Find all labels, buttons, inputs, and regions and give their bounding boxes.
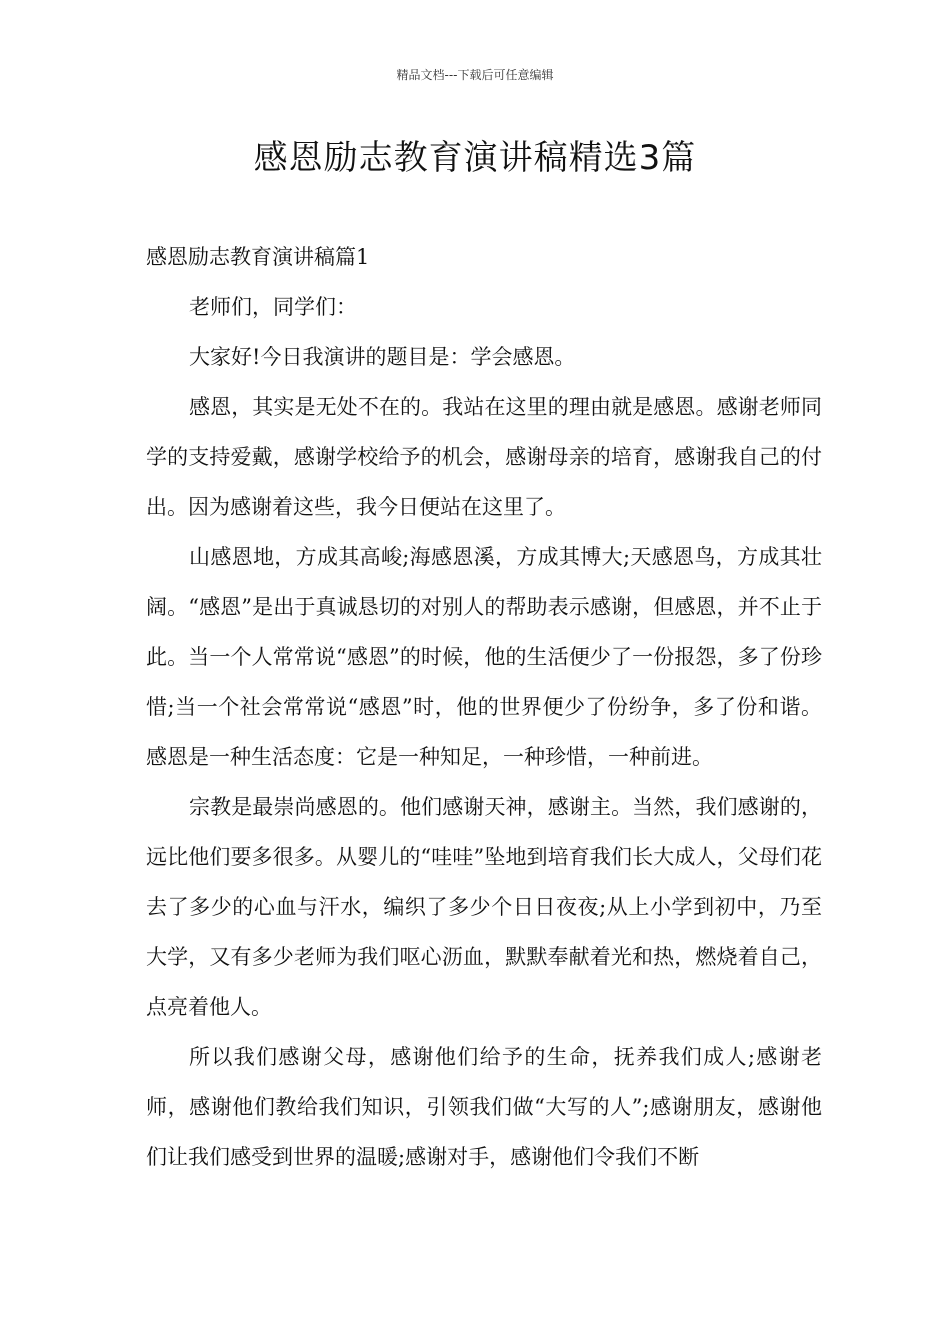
document-title: 感恩励志教育演讲稿精选3篇 bbox=[253, 138, 697, 178]
document-body bbox=[146, 232, 822, 1182]
header-note: 精品文档---下载后可任意编辑 bbox=[396, 68, 554, 82]
paragraph: 所以我们感谢父母，感谢他们给予的生命，抚养我们成人;感谢老师，感谢他们教给我们知识，引领我们做“大写的人”;感谢朋友，感谢他们让我们感受到世界的温暖;感谢对手，感谢他们令我们不断 bbox=[146, 1045, 822, 1169]
paragraph: 感恩，其实是无处不在的。我站在这里的理由就是感恩。感谢老师同学的支持爱戴，感谢学校给予的机会，感谢母亲的培育，感谢我自己的付出。因为感谢着这些，我今日便站在这里了。 bbox=[146, 395, 822, 519]
paragraph-intro: 大家好!今日我演讲的题目是：学会感恩。 bbox=[189, 345, 576, 369]
section-title: 感恩励志教育演讲稿篇1 bbox=[146, 245, 370, 269]
paragraph: 山感恩地，方成其高峻;海感恩溪，方成其博大;天感恩鸟，方成其壮阔。“感恩”是出于真诚恳切的对别人的帮助表示感谢，但感恩，并不止于此。当一个人常常说“感恩”的时候，他的生活便少了一份报怨，多了份珍惜;当一个社会常常说“感恩”时，他的世界便少了份纷争，多了份和谐。感恩是一种生活态度：它是一种知足，一种珍惜，一种前进。 bbox=[146, 545, 822, 769]
paragraph-greeting: 老师们，同学们： bbox=[189, 295, 357, 319]
paragraph: 宗教是最崇尚感恩的。他们感谢天神，感谢主。当然，我们感谢的，远比他们要多很多。从婴儿的“哇哇”坠地到培育我们长大成人，父母们花去了多少的心血与汗水，编织了多少个日日夜夜;从上小学到初中，乃至大学，又有多少老师为我们呕心沥血，默默奉献着光和热，燃烧着自己，点亮着他人。 bbox=[146, 795, 822, 1019]
